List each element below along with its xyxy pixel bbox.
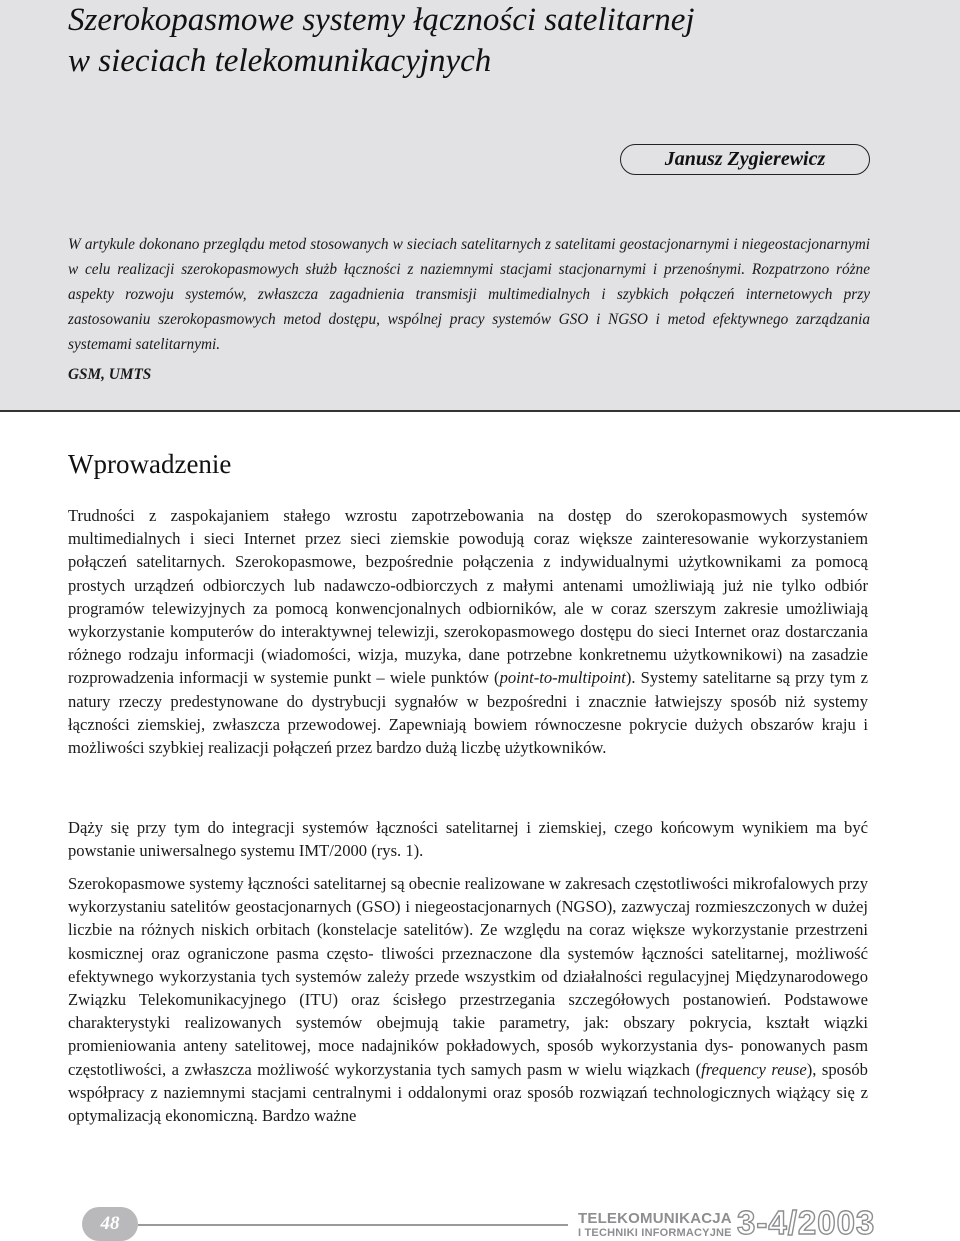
body-paragraph-3 (68, 872, 868, 1127)
keywords: GSM, UMTS (68, 366, 152, 383)
article-title-line2: w sieciach telekomunikacyjnych (68, 43, 492, 79)
abstract (68, 232, 870, 357)
issue-number: 3-4/2003 (737, 1204, 876, 1241)
author-name: Janusz Zygierewicz (620, 144, 870, 175)
body-paragraph-1 (68, 504, 868, 759)
article-title-line1: Szerokopasmowe systemy łączności satelitarnej (68, 2, 695, 38)
footer-divider (138, 1224, 568, 1226)
p1-text-a: Trudności z zaspokajaniem stałego wzrostu zapotrzebowania na dostęp do szerokopasmowych systemów multimedialnych i sieci Internet przez sieci ziemskie powodują coraz większe zainteresowanie wykorzystaniem połączeń satelitarnych. Szerokopasmowe, bezpośrednie połączenia z indywidualnymi użytkownikami za pomocą prostych urządzeń odbiorczych lub nadawczo-odbiorczych z małymi antenami umożliwiają już nie tylko odbiór programów telewizyjnych za pomocą konwencjonalnych odbiorników, ale w coraz szerszym zakresie umożliwiają wykorzystanie komputerów do interaktywnej telewizji, szerokopasmowego dostępu do sieci Internet oraz dostarczania różnego rodzaju informacji (wiadomości, wizja, muzyka, dane potrzebne konkretnemu użytkownikowi) na zasadzie rozprowadzenia informacji w systemie punkt – wiele punktów ( (68, 506, 868, 688)
journal-name (578, 1211, 732, 1240)
p3-text-a: Szerokopasmowe systemy łączności satelitarnej są obecnie realizowane w zakresach częstotliwości mikrofalowych przy wykorzystaniu satelitów geostacjonarnych (GSO) i niegeostacjonarnych (NGSO), zazwyczaj rozmieszczonych w dużej liczbie na różnych niskich orbitach (konstelacje satelitów). Ze względu na coraz większe wykorzystanie przestrzeni kosmicznej oraz ograniczone pasma często- tliwości przeznaczone dla systemów łączności satelitarnej, możliwość efektywnego wykorzystania tych systemów zależy przede wszystkim od działalności regulacyjnej Międzynarodowego Związku Telekomunikacyjnego (ITU) oraz ścisłego przestrzegania szczegółowych postanowień. Podstawowe charakterystyki realizowanych systemów obejmują takie parametry, jak: obszary pokrycia, kształt wiązki promieniowania anteny satelitowej, moce nadajników pokładowych, sposób wykorzystania dys- ponowanych pasm częstotliwości, a zwłaszcza możliwość wykorzystania tych samych pasm w wielu wiązkach ( (68, 874, 868, 1079)
journal-name-line2: I TECHNIKI INFORMACYJNE (578, 1227, 732, 1239)
section-heading: Wprowadzenie (68, 449, 232, 479)
page-number: 48 (82, 1207, 138, 1241)
body-paragraph-2: Dąży się przy tym do integracji systemów łączności satelitarnej i ziemskiej, czego końcowym wynikiem ma być powstanie uniwersalnego systemu IMT/2000 (rys. 1). (68, 818, 868, 861)
header-divider (0, 410, 960, 412)
p1-text-b: ). Systemy satelitarne są przy tym z natury rzeczy predestynowane do dystrybucji sygnałów w bezpośredni i znacznie łatwiejszy sposób niż systemy łączności ziemskiej, zwłaszcza przewodowej. Zapewniają bowiem równoczesne pokrycie dużych obszarów kraju i możliwości szybkiej realizacji połączeń przez bardzo dużą liczbę użytkowników. (68, 668, 868, 758)
abstract-part1: W artykule dokonano przeglądu metod stosowanych w sieciach satelitarnych z satelitami geostacjonarnymi i niegeostacjonarnymi w celu realizacji szerokopasmowych służb łączności z naziemnymi stacjami stacjonarnymi i przenośnymi. (68, 236, 870, 278)
p1-italic-term: point-to-multipoint (499, 668, 626, 688)
article-title (68, 0, 695, 82)
p3-text-b: ), sposób współpracy z naziemnymi stacjami centralnymi i oddalonymi oraz sposób rozwiązań technologicznych wiążący się z optymalizacją ekonomiczną. Bardzo ważne (68, 1059, 868, 1126)
abstract-part2: Rozpatrzono różne aspekty rozwoju systemów, zwłaszcza zagadnienia transmisji multimedialnych i szybkich połączeń internetowych przy zastosowaniu szerokopasmowych metod dostępu, wspólnej pracy systemów GSO i NGSO i metod efektywnego zarządzania systemami satelitarnymi. (68, 261, 870, 353)
p3-italic-term: frequency reuse (701, 1059, 807, 1079)
journal-name-line1: TELEKOMUNIKACJA (578, 1210, 732, 1227)
